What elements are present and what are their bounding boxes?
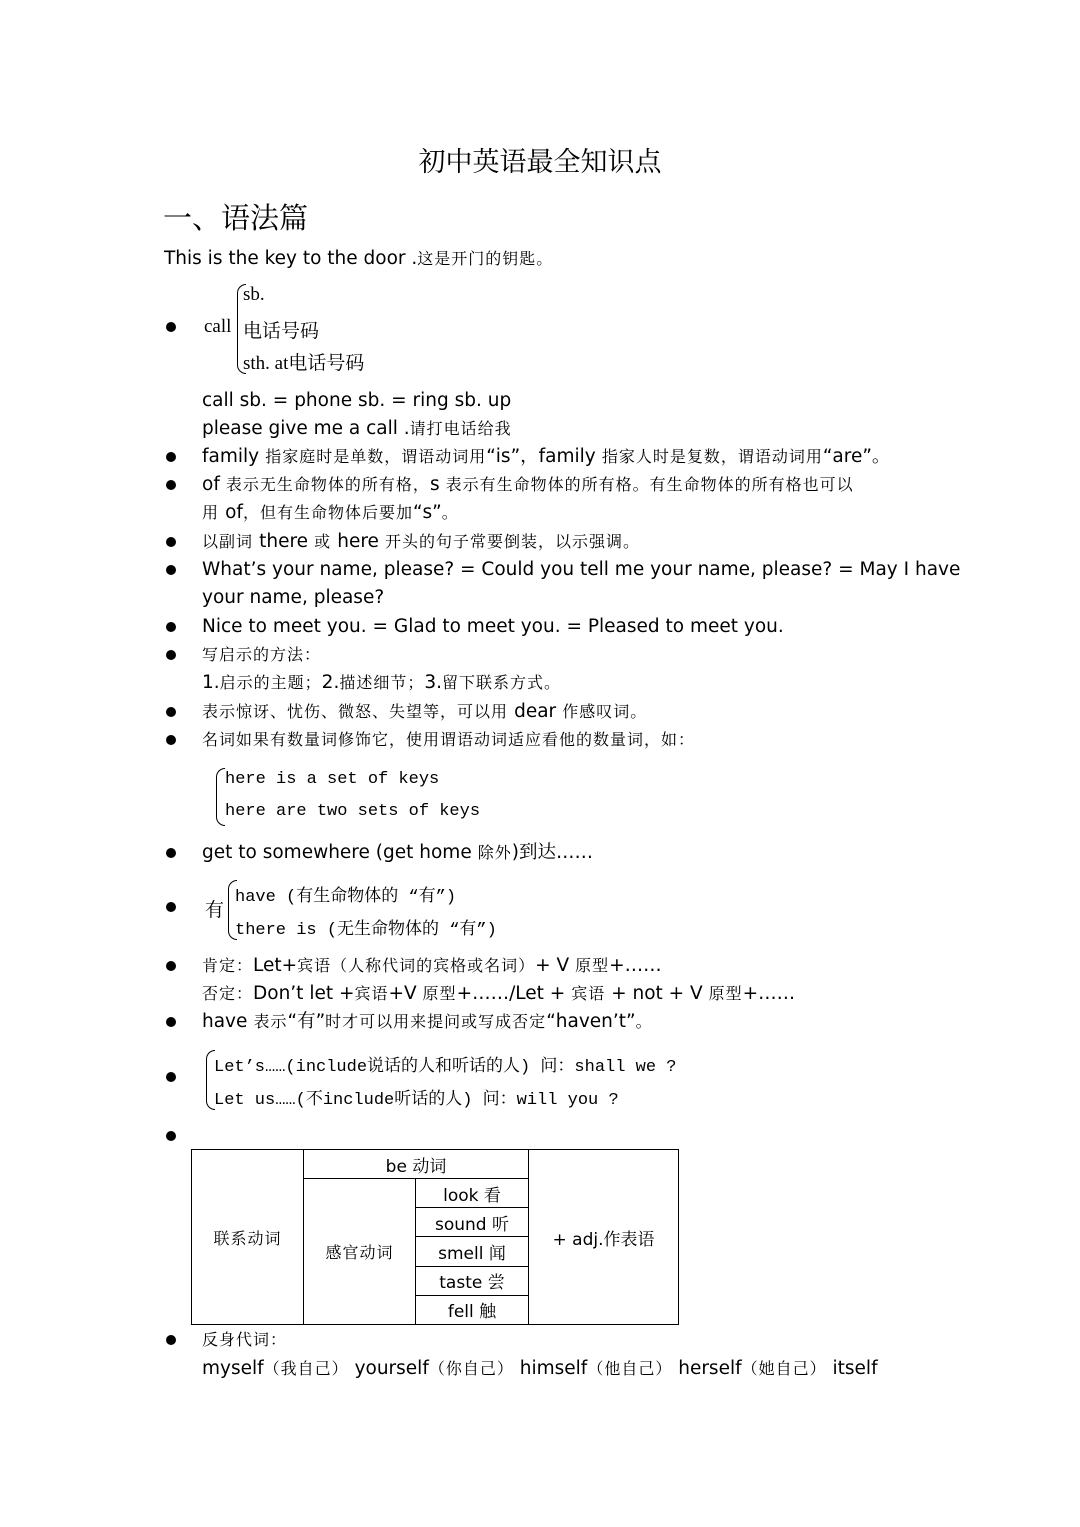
call-head: call	[204, 316, 232, 337]
lets-option: Let’s……(include说话的人和听话的人) 问：shall we ?	[214, 1058, 677, 1077]
bullet-icon	[166, 902, 176, 912]
of-rule-line1: of 表示无生命物体的所有格，s 表示有生命物体的所有格。有生命物体的所有格也可以	[202, 474, 854, 495]
table-cell-verb: fell 触	[416, 1295, 529, 1324]
adverb-rule: 以副词 there 或 here 开头的句子常要倒装，以示强调。	[202, 531, 641, 552]
bullet-icon	[166, 735, 176, 745]
bullet-icon	[166, 848, 176, 858]
bullet-icon	[166, 622, 176, 632]
intro-sentence: This is the key to the door .这是开门的钥匙。	[164, 248, 554, 269]
bullet-icon	[166, 1131, 176, 1141]
name-phrases-line2: your name, please?	[202, 587, 385, 608]
table-cell-verb: look 看	[416, 1179, 529, 1208]
get-rule: get to somewhere (get home 除外)到达……	[202, 842, 594, 863]
notice-steps: 1.启示的主题；2.描述细节；3.留下联系方式。	[202, 672, 562, 693]
call-option: sb.	[243, 284, 265, 305]
page-title: 初中英语最全知识点	[418, 147, 662, 178]
table-cell-be: be 动词	[304, 1150, 529, 1179]
linking-verbs-table	[191, 1149, 679, 1325]
bullet-icon	[166, 1072, 176, 1082]
bullet-icon	[166, 1335, 176, 1345]
call-option: 电话号码	[243, 321, 320, 342]
table-cell-result: + adj.作表语	[529, 1150, 679, 1325]
table-cell-sense: 感官动词	[304, 1179, 416, 1325]
name-phrases-line1: What’s your name, please? = Could you tell me your name, please? = May I have	[202, 559, 961, 580]
havent-rule: have 表示“有”时才可以用来提问或写成否定“haven’t”。	[202, 1011, 653, 1032]
noun-example: here is a set of keys	[225, 770, 440, 789]
reflexive-label: 反身代词：	[202, 1330, 288, 1349]
bullet-icon	[166, 322, 176, 332]
let-negative: 否定：Don’t let +宾语+V 原型+……/Let + 宾语 + not + V 原型+……	[202, 983, 796, 1004]
of-rule-line2: 用 of，但有生命物体后要加“s”。	[202, 502, 459, 523]
call-equivalents: call sb. = phone sb. = ring sb. up	[202, 390, 512, 411]
family-rule: family 指家庭时是单数，谓语动词用“is”，family 指家人时是复数，谓语动词用“are”。	[202, 446, 891, 467]
brace-icon	[216, 768, 225, 826]
bullet-icon	[166, 565, 176, 575]
dear-rule: 表示惊讶、忧伤、微怒、失望等，可以用 dear 作感叹词。	[202, 701, 648, 722]
reflexive-list: myself（我自己） yourself（你自己） himself（他自己） herself（她自己） itself	[202, 1358, 878, 1379]
table-cell-verb: sound 听	[416, 1208, 529, 1237]
bullet-icon	[166, 537, 176, 547]
table-cell-verb: taste 尝	[416, 1266, 529, 1295]
table-cell-linking: 联系动词	[192, 1150, 304, 1325]
table-cell-verb: smell 闻	[416, 1237, 529, 1266]
noun-example: here are two sets of keys	[225, 802, 481, 821]
have-head: 有	[205, 900, 225, 921]
have-option: have (有生命物体的 “有”)	[235, 888, 457, 907]
bullet-icon	[166, 480, 176, 490]
meet-phrases: Nice to meet you. = Glad to meet you. = Pleased to meet you.	[202, 616, 784, 637]
section-heading: 一、语法篇	[163, 201, 309, 235]
bullet-icon	[166, 1017, 176, 1027]
bullet-icon	[166, 452, 176, 462]
bullet-icon	[166, 650, 176, 660]
notice-label: 写启示的方法：	[202, 645, 322, 664]
let-positive: 肯定：Let+宾语（人称代词的宾格或名词）+ V 原型+……	[202, 955, 662, 976]
lets-option: Let us……(不include听话的人) 问：will you ?	[214, 1091, 619, 1110]
bullet-icon	[166, 961, 176, 971]
bullet-icon	[166, 707, 176, 717]
call-example: please give me a call .请打电话给我	[202, 418, 512, 439]
call-option: sth. at电话号码	[243, 353, 365, 374]
noun-rule: 名词如果有数量词修饰它，使用谓语动词适应看他的数量词，如：	[202, 730, 696, 749]
have-option: there is (无生命物体的 “有”)	[235, 921, 497, 940]
